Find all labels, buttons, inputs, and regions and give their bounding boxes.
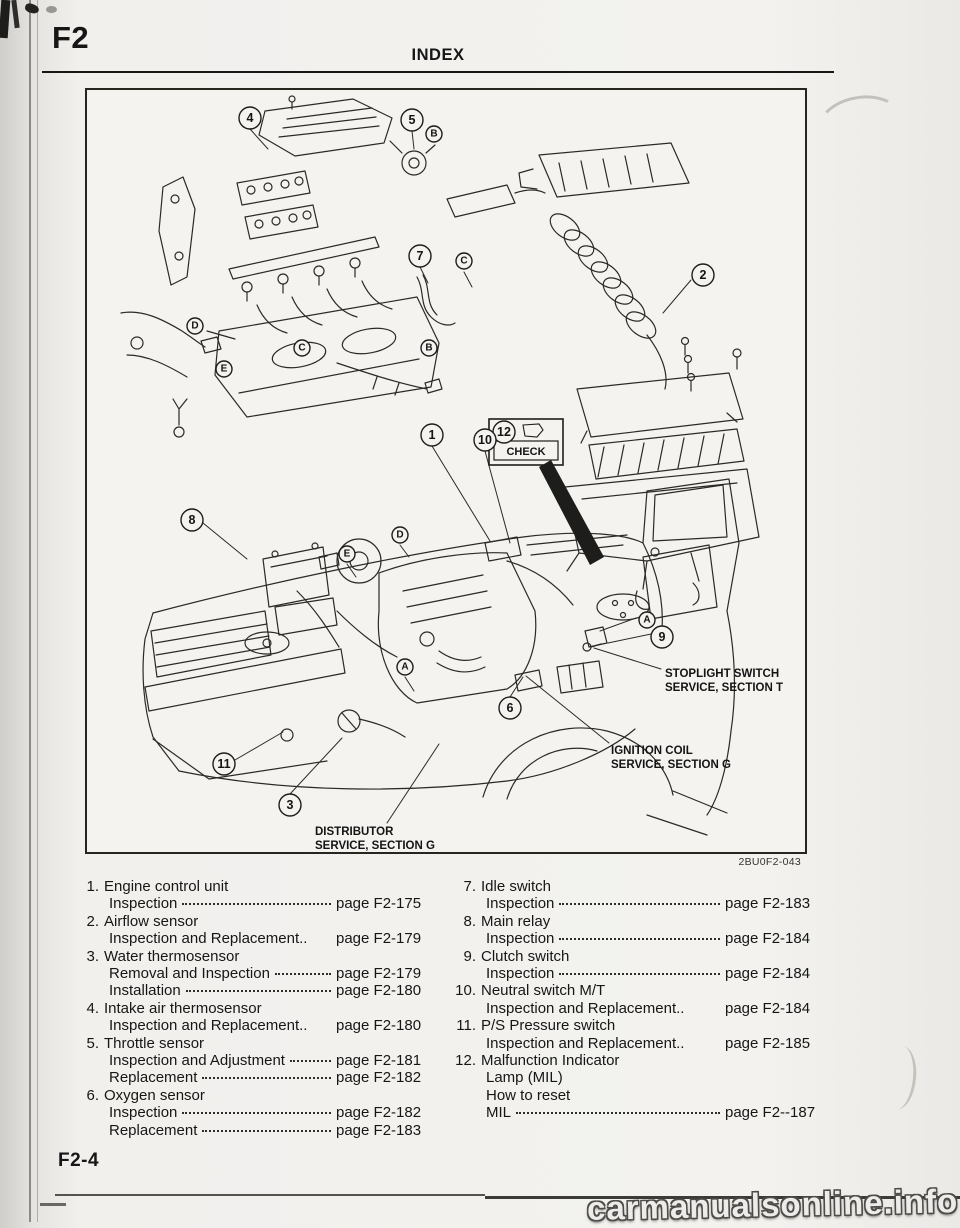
index-item-number: 4. bbox=[86, 999, 99, 1017]
scan-artifact bbox=[40, 1203, 66, 1206]
index-item-number: 10. bbox=[455, 982, 476, 1000]
index-entry bbox=[78, 965, 430, 982]
diagram-text-label: SERVICE, SECTION T bbox=[665, 682, 784, 694]
index-item bbox=[455, 1017, 819, 1052]
callout-11 bbox=[213, 753, 235, 775]
index-column-left bbox=[78, 878, 430, 1139]
callout-label: D bbox=[191, 320, 199, 332]
index-item-title bbox=[78, 1000, 430, 1017]
scan-artifact bbox=[885, 1045, 920, 1112]
callout-D bbox=[187, 318, 203, 334]
section-code: F2 bbox=[52, 20, 90, 55]
index-entry bbox=[455, 1035, 819, 1052]
header-rule bbox=[42, 71, 834, 73]
index-item bbox=[78, 878, 430, 913]
index-item-number: 12. bbox=[455, 1052, 476, 1070]
page-edge-line bbox=[29, 0, 31, 1222]
index-item bbox=[78, 1000, 430, 1035]
index-entry bbox=[455, 895, 819, 912]
callout-9 bbox=[651, 626, 673, 648]
scan-artifact bbox=[11, 0, 19, 28]
index-item bbox=[78, 1087, 430, 1139]
callout-E bbox=[216, 361, 232, 377]
index-item-number: 7. bbox=[463, 878, 476, 895]
figure-box bbox=[85, 88, 807, 854]
index-item bbox=[455, 878, 819, 913]
index-item-title bbox=[455, 878, 819, 895]
engine-compartment-diagram bbox=[87, 90, 805, 852]
callout-layer bbox=[181, 107, 783, 852]
callout-2 bbox=[692, 264, 714, 286]
callout-C bbox=[294, 340, 310, 356]
callout-label: 12 bbox=[497, 425, 511, 439]
index-item-name: Neutral switch M/T bbox=[481, 982, 606, 1000]
scan-artifact bbox=[814, 89, 906, 157]
diagram-text-label: SERVICE, SECTION G bbox=[315, 840, 435, 852]
callout-label: 8 bbox=[188, 513, 196, 527]
callout-label: 2 bbox=[699, 268, 707, 282]
dot-leader bbox=[182, 903, 331, 905]
index-item-title bbox=[78, 948, 430, 965]
index-entry-page: page F2-184 bbox=[725, 999, 811, 1017]
callout-label: C bbox=[460, 255, 468, 267]
index-entry bbox=[455, 1069, 819, 1086]
dot-leader bbox=[290, 1060, 331, 1062]
callout-D bbox=[392, 527, 408, 543]
index-entry-page: page F2-181 bbox=[336, 1052, 422, 1070]
index-entry-label: Inspection and Replacement.. bbox=[109, 1017, 308, 1035]
page-title: INDEX bbox=[411, 46, 465, 64]
index-item bbox=[455, 913, 819, 948]
index-entry bbox=[78, 982, 430, 999]
index-entry bbox=[455, 1000, 819, 1017]
index-item-title bbox=[78, 878, 430, 895]
diagram-line-art bbox=[121, 96, 759, 835]
index-entry bbox=[455, 930, 819, 947]
index-item bbox=[455, 982, 819, 1017]
footer-page-number: F2-4 bbox=[58, 1150, 100, 1171]
index-entry-label: Inspection and Adjustment bbox=[109, 1052, 285, 1070]
callout-label: 6 bbox=[506, 701, 514, 715]
index-entry bbox=[78, 1122, 430, 1139]
index-item bbox=[455, 948, 819, 983]
index-item-title bbox=[455, 948, 819, 965]
page-edge-line bbox=[37, 0, 38, 1222]
callout-E bbox=[339, 546, 355, 562]
index-entry-page: page F2-184 bbox=[725, 930, 811, 948]
dot-leader bbox=[182, 1112, 331, 1114]
index-entry-page: page F2-182 bbox=[336, 1069, 422, 1087]
callout-label: 10 bbox=[478, 433, 492, 447]
index-item-name: Airflow sensor bbox=[104, 912, 199, 930]
callout-label: 1 bbox=[428, 428, 436, 442]
dot-leader bbox=[559, 973, 720, 975]
index-item bbox=[78, 1035, 430, 1087]
callout-label: B bbox=[430, 128, 438, 140]
callout-8 bbox=[181, 509, 203, 531]
check-label: CHECK bbox=[506, 446, 546, 458]
callout-label: 7 bbox=[416, 249, 424, 263]
index-item-number: 8. bbox=[463, 912, 476, 930]
callout-label: E bbox=[343, 548, 351, 560]
diagram-text-label: DISTRIBUTOR bbox=[315, 826, 394, 838]
dot-leader bbox=[202, 1077, 331, 1079]
index-item-number: 9. bbox=[463, 947, 476, 965]
index-entry-label: Replacement bbox=[109, 1121, 198, 1139]
dot-leader bbox=[186, 990, 331, 992]
index-entry bbox=[78, 1069, 430, 1086]
index-entry bbox=[78, 930, 430, 947]
callout-B bbox=[421, 340, 437, 356]
index-entry-label: Inspection bbox=[109, 1104, 178, 1122]
index-entry-page: page F2-183 bbox=[336, 1121, 422, 1139]
index-entry-label: Inspection bbox=[109, 895, 178, 913]
arrow-pointer bbox=[539, 460, 604, 565]
dot-leader bbox=[559, 903, 720, 905]
index-item-number: 3. bbox=[86, 947, 99, 965]
index-entry-page: page F2-180 bbox=[336, 1017, 422, 1035]
callout-label: A bbox=[401, 661, 409, 673]
dot-leader bbox=[516, 1112, 720, 1114]
index-entry bbox=[455, 1087, 819, 1104]
callout-4 bbox=[239, 107, 261, 129]
index-entry-label: How to reset bbox=[486, 1086, 571, 1104]
index-item-title bbox=[455, 1052, 819, 1069]
index-entry-label: Installation bbox=[109, 982, 181, 1000]
index-column-right bbox=[455, 878, 819, 1122]
index-entry-label: Replacement bbox=[109, 1069, 198, 1087]
index-item-title bbox=[78, 913, 430, 930]
index-item-name: Throttle sensor bbox=[104, 1034, 205, 1052]
index-item-name: Water thermosensor bbox=[104, 947, 240, 965]
index-item bbox=[78, 913, 430, 948]
index-entry-label: Inspection bbox=[486, 965, 555, 983]
index-entry-page: page F2-175 bbox=[336, 895, 422, 913]
index-entry-label: Inspection bbox=[486, 895, 555, 913]
index-entry bbox=[78, 895, 430, 912]
index-entry bbox=[78, 1017, 430, 1034]
index-item-name: Clutch switch bbox=[481, 947, 570, 965]
index-entry-label: Inspection and Replacement.. bbox=[486, 1034, 685, 1052]
index-entry-page: page F2-185 bbox=[725, 1034, 811, 1052]
watermark: carmanualsonline.info bbox=[586, 1182, 959, 1227]
index-item-name: Main relay bbox=[481, 912, 551, 930]
index-entry-label: Lamp (MIL) bbox=[486, 1069, 563, 1087]
index-item-title bbox=[455, 1017, 819, 1034]
index-item-title bbox=[455, 982, 819, 999]
callout-label: A bbox=[643, 614, 651, 626]
scan-artifact bbox=[46, 6, 57, 13]
index-item-name: Oxygen sensor bbox=[104, 1086, 205, 1104]
dot-leader bbox=[275, 973, 331, 975]
callout-10 bbox=[474, 429, 496, 451]
index-item-name: P/S Pressure switch bbox=[481, 1017, 616, 1035]
bottom-rule bbox=[55, 1194, 485, 1196]
index-entry-label: Inspection and Replacement.. bbox=[486, 999, 685, 1017]
diagram-text-label: STOPLIGHT SWITCH bbox=[665, 668, 780, 680]
callout-5 bbox=[401, 109, 423, 131]
index-entry bbox=[455, 965, 819, 982]
index-entry-page: page F2-182 bbox=[336, 1104, 422, 1122]
index-item-number: 1. bbox=[86, 878, 99, 895]
index-entry-page: page F2-184 bbox=[725, 965, 811, 983]
callout-A bbox=[639, 612, 655, 628]
callout-label: 4 bbox=[246, 111, 254, 125]
diagram-text-label: IGNITION COIL bbox=[611, 745, 693, 757]
index-item-number: 5. bbox=[86, 1034, 99, 1052]
index-entry-label: Removal and Inspection bbox=[109, 965, 270, 983]
index-entry bbox=[455, 1104, 819, 1121]
index-entry-label: Inspection and Replacement.. bbox=[109, 930, 308, 948]
index-item-title bbox=[78, 1087, 430, 1104]
index-entry-label: Inspection bbox=[486, 930, 555, 948]
index-entry-page: page F2-183 bbox=[725, 895, 811, 913]
index-item-number: 11. bbox=[456, 1017, 476, 1035]
index-entry-page: page F2-179 bbox=[336, 930, 422, 948]
index-entry bbox=[78, 1104, 430, 1121]
callout-7 bbox=[409, 245, 431, 267]
callout-label: 3 bbox=[286, 798, 294, 812]
diagram-text-label: SERVICE, SECTION G bbox=[611, 759, 731, 771]
index-item-number: 2. bbox=[86, 912, 99, 930]
callout-label: E bbox=[220, 363, 228, 375]
callout-label: 11 bbox=[217, 757, 231, 771]
callout-1 bbox=[421, 424, 443, 446]
scan-artifact bbox=[0, 0, 10, 38]
index-item-name: Malfunction Indicator bbox=[481, 1052, 620, 1070]
dot-leader bbox=[202, 1130, 331, 1132]
engine-icon bbox=[523, 424, 543, 437]
callout-B bbox=[426, 126, 442, 142]
index-item-name: Intake air thermosensor bbox=[104, 999, 262, 1017]
dot-leader bbox=[559, 938, 720, 940]
index-entry-label: MIL bbox=[486, 1104, 512, 1122]
index-item bbox=[78, 948, 430, 1000]
figure-code: 2BU0F2-043 bbox=[738, 856, 801, 868]
callout-label: B bbox=[425, 342, 433, 354]
callout-label: 9 bbox=[658, 630, 666, 644]
index-entry-page: page F2--187 bbox=[725, 1104, 816, 1122]
index-entry-page: page F2-179 bbox=[336, 965, 422, 983]
callout-label: 5 bbox=[408, 113, 416, 127]
index-entry-page: page F2-180 bbox=[336, 982, 422, 1000]
index-item-name: Engine control unit bbox=[104, 878, 229, 895]
index-item-number: 6. bbox=[86, 1086, 99, 1104]
callout-6 bbox=[499, 697, 521, 719]
callout-A bbox=[397, 659, 413, 675]
callout-3 bbox=[279, 794, 301, 816]
index-entry bbox=[78, 1052, 430, 1069]
callout-C bbox=[456, 253, 472, 269]
callout-label: C bbox=[298, 342, 306, 354]
index-item-title bbox=[78, 1035, 430, 1052]
index-item-title bbox=[455, 913, 819, 930]
index-item-name: Idle switch bbox=[481, 878, 552, 895]
index-item bbox=[455, 1052, 819, 1122]
callout-label: D bbox=[396, 529, 404, 541]
